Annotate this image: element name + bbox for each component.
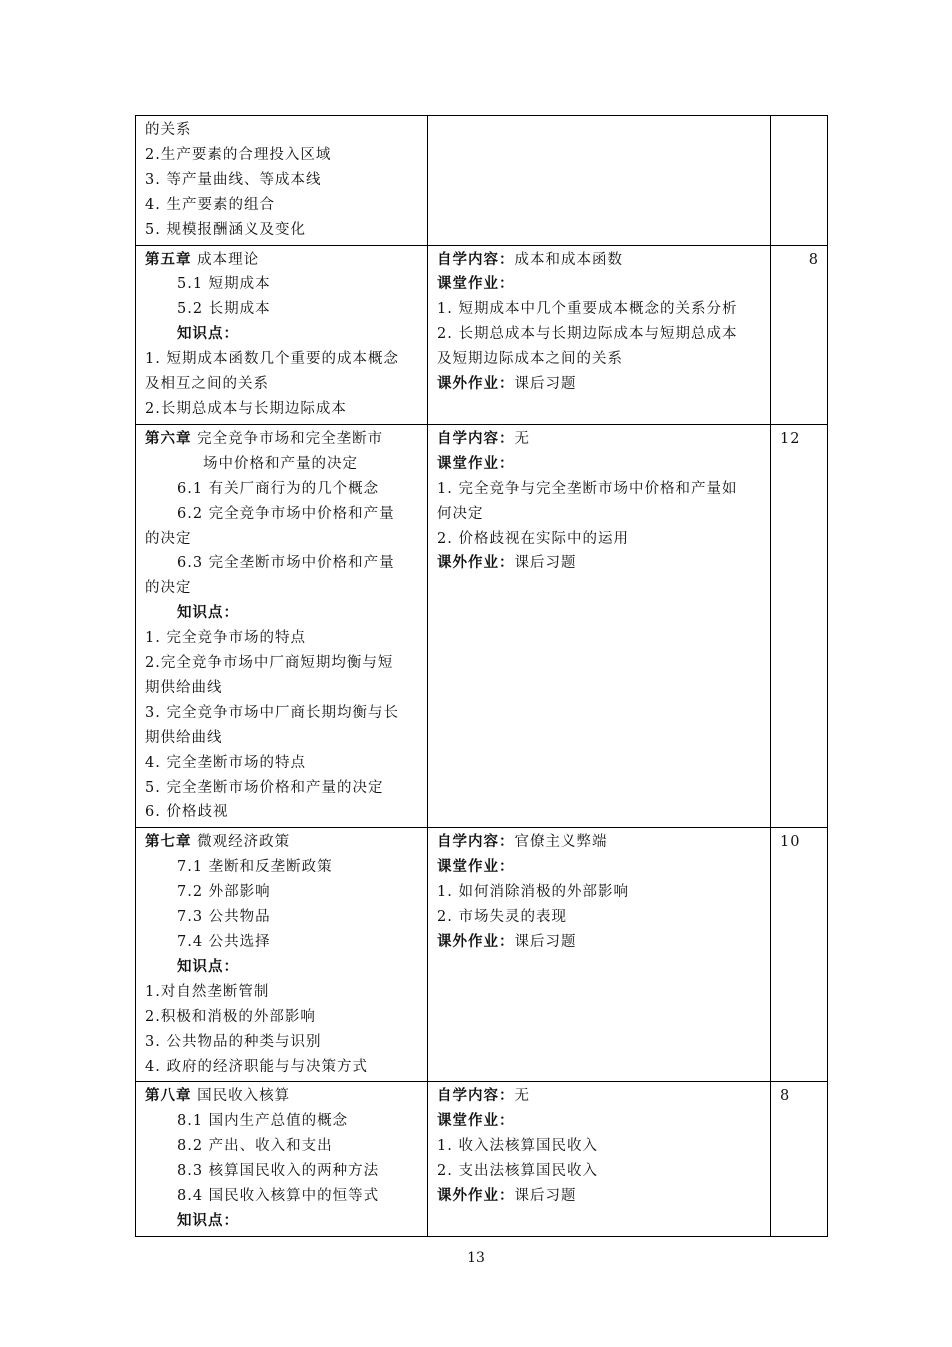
homework-label: 课外作业： [437, 933, 515, 950]
self-study-line [437, 830, 762, 855]
classwork-line: 2. 支出法核算国民收入 [437, 1163, 598, 1180]
topic-cell [136, 1082, 428, 1236]
homework-label: 课外作业： [437, 1187, 515, 1205]
classwork-line: 1. 如何消除消极的外部影响 [437, 884, 629, 901]
section-line: 7.3 公共物品 [177, 909, 271, 926]
topic-line: 期供给曲线 [145, 679, 223, 696]
classwork-line: 及短期边际成本之间的关系 [437, 351, 623, 368]
self-study-value: 无 [514, 1088, 530, 1105]
self-study-label: 自学内容： [437, 1087, 515, 1105]
self-study-label: 自学内容： [437, 250, 515, 268]
topic-line: 1. 短期成本函数几个重要的成本概念 [145, 351, 399, 368]
topic-line: 3. 等产量曲线、等成本线 [145, 171, 322, 188]
chapter-heading [145, 427, 419, 452]
chapter-label: 第八章 [145, 1087, 192, 1105]
hours-cell: 8 [771, 245, 828, 424]
knowledge-points-label: 知识点： [177, 957, 239, 975]
topic-line: 及相互之间的关系 [145, 376, 269, 393]
homework-line [437, 372, 762, 397]
table-row [136, 828, 828, 1082]
knowledge-points-label: 知识点： [177, 604, 239, 622]
self-study-line [437, 427, 762, 452]
self-study-label: 自学内容： [437, 429, 515, 447]
topic-line: 期供给曲线 [145, 729, 223, 746]
classwork-line: 2. 长期总成本与长期边际成本与短期总成本 [437, 326, 738, 343]
assignment-cell [428, 424, 771, 828]
assignment-cell [428, 245, 771, 424]
homework-line [437, 1184, 762, 1209]
chapter-title: 完全竞争市场和完全垄断市 [191, 430, 384, 447]
classwork-line: 1. 完全竞争与完全垄断市场中价格和产量如 [437, 480, 738, 497]
topic-line: 5. 完全垄断市场价格和产量的决定 [145, 779, 384, 796]
classwork-line: 1. 短期成本中几个重要成本概念的关系分析 [437, 301, 738, 318]
hours-cell: 8 [771, 1082, 828, 1236]
homework-value: 课后习题 [514, 376, 577, 393]
table-row [136, 245, 828, 424]
section-line: 8.1 国内生产总值的概念 [177, 1113, 349, 1130]
chapter-heading [145, 1084, 419, 1109]
section-line: 5.2 长期成本 [177, 301, 271, 318]
hours-cell [771, 116, 828, 246]
topic-line: 4. 政府的经济职能与与决策方式 [145, 1058, 368, 1075]
self-study-value: 成本和成本函数 [514, 251, 623, 268]
topic-line: 2.生产要素的合理投入区域 [145, 146, 332, 163]
section-line: 5.1 短期成本 [177, 276, 271, 293]
topic-line: 4. 生产要素的组合 [145, 196, 275, 213]
topic-line: 1.对自然垄断管制 [145, 983, 270, 1000]
assignment-cell [428, 828, 771, 1082]
hours-cell: 10 [771, 828, 828, 1082]
topic-line: 6. 价格歧视 [145, 804, 229, 821]
section-line: 6.1 有关厂商行为的几个概念 [177, 480, 380, 497]
topic-line: 3. 完全竞争市场中厂商长期均衡与长 [145, 704, 399, 721]
section-line: 8.3 核算国民收入的两种方法 [177, 1163, 380, 1180]
section-line: 7.1 垄断和反垄断政策 [177, 859, 333, 876]
chapter-label: 第七章 [145, 833, 192, 851]
section-line: 8.4 国民收入核算中的恒等式 [177, 1188, 380, 1205]
chapter-label: 第六章 [145, 429, 192, 447]
chapter-heading [145, 830, 419, 855]
chapter-title: 成本理论 [191, 251, 260, 268]
classwork-label: 课堂作业： [437, 1112, 515, 1130]
section-line: 6.3 完全垄断市场中价格和产量 [177, 555, 395, 572]
table-row [136, 116, 828, 246]
section-line: 8.2 产出、收入和支出 [177, 1138, 333, 1155]
topic-line: 5. 规模报酬涵义及变化 [145, 221, 306, 238]
section-line: 7.2 外部影响 [177, 884, 271, 901]
topic-line: 2.长期总成本与长期边际成本 [145, 400, 347, 417]
self-study-value: 无 [514, 430, 530, 447]
classwork-line: 2. 市场失灵的表现 [437, 909, 567, 926]
self-study-value: 官僚主义弊端 [514, 834, 608, 851]
table-row [136, 424, 828, 828]
self-study-line [437, 248, 762, 273]
topic-line: 3. 公共物品的种类与识别 [145, 1033, 322, 1050]
syllabus-table [135, 115, 828, 1237]
chapter-label: 第五章 [145, 250, 192, 268]
assignment-cell [428, 1082, 771, 1236]
topic-line: 2.积极和消极的外部影响 [145, 1008, 316, 1025]
topic-cell [136, 828, 428, 1082]
table-row [136, 1082, 828, 1236]
page-number: 13 [467, 1250, 485, 1266]
self-study-label: 自学内容： [437, 833, 515, 851]
topic-cell [136, 245, 428, 424]
homework-value: 课后习题 [514, 934, 577, 950]
classwork-line: 2. 价格歧视在实际中的运用 [437, 530, 629, 547]
homework-label: 课外作业： [437, 554, 515, 572]
assignment-cell [428, 116, 771, 246]
homework-line [437, 551, 762, 576]
section-line: 7.4 公共选择 [177, 934, 271, 950]
classwork-line: 1. 收入法核算国民收入 [437, 1138, 598, 1155]
chapter-title-cont: 场中价格和产量的决定 [203, 455, 358, 472]
chapter-heading [145, 248, 419, 273]
classwork-label: 课堂作业： [437, 858, 515, 876]
homework-line [437, 930, 762, 955]
topic-line: 4. 完全垄断市场的特点 [145, 754, 306, 771]
knowledge-points-label: 知识点： [177, 1211, 239, 1229]
homework-label: 课外作业： [437, 375, 515, 393]
section-line-cont: 的决定 [145, 580, 192, 597]
section-line: 6.2 完全竞争市场中价格和产量 [177, 505, 395, 522]
topic-line: 1. 完全竞争市场的特点 [145, 630, 306, 647]
homework-value: 课后习题 [514, 555, 577, 572]
classwork-line: 何决定 [437, 505, 484, 522]
topic-cell [136, 424, 428, 828]
topic-line: 2.完全竞争市场中厂商短期均衡与短 [145, 655, 394, 672]
topic-cell [136, 116, 428, 246]
topic-line: 的关系 [145, 122, 192, 138]
chapter-title: 国民收入核算 [191, 1088, 291, 1105]
classwork-label: 课堂作业： [437, 454, 515, 472]
classwork-label: 课堂作业： [437, 275, 515, 293]
hours-cell: 12 [771, 424, 828, 828]
chapter-title: 微观经济政策 [191, 834, 291, 851]
homework-value: 课后习题 [514, 1188, 577, 1205]
section-line-cont: 的决定 [145, 530, 192, 547]
knowledge-points-label: 知识点： [177, 325, 239, 343]
self-study-line [437, 1084, 762, 1109]
